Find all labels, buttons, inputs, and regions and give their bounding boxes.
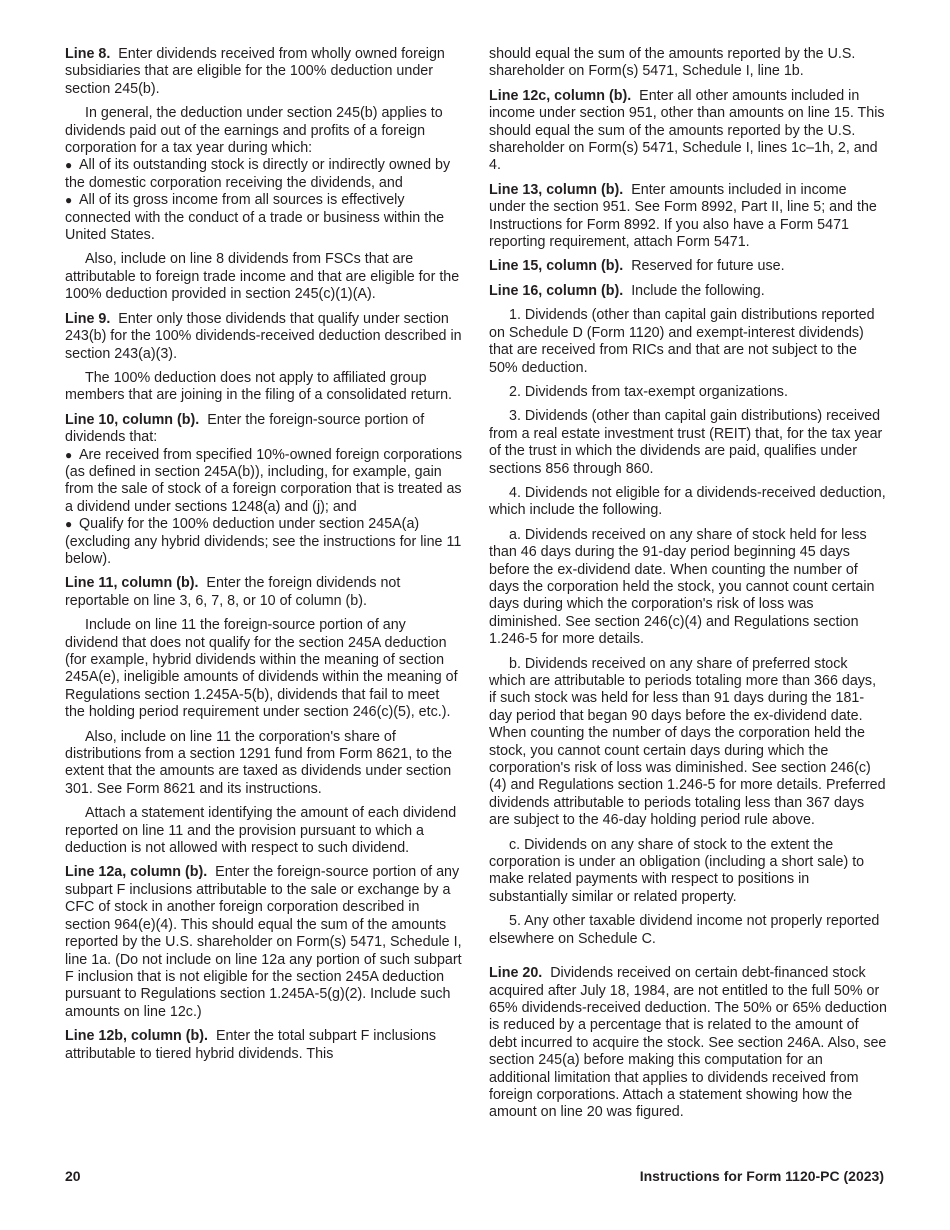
right-column <box>489 46 887 1129</box>
line8-bullets <box>65 157 463 244</box>
line15-heading: Line 15, column (b). <box>489 258 624 275</box>
line10-paragraph: Line 10, column (b). Enter the foreign-source portion of dividends that: <box>65 411 425 446</box>
line11-heading: Line 11, column (b). <box>65 575 199 592</box>
line8-fsc: Also, include on line 8 dividends from FSCs that are attributable to foreign trade income and that are eligible for the 100% deduction provided in section 245(c)(1)(A). <box>65 251 460 303</box>
line12c-heading: Line 12c, column (b). <box>489 87 632 104</box>
line16-item-4b: b. Dividends received on any share of preferred stock which are attributable to periods totaling more than 366 days, if such stock was held for less than 91 days during the 181-day period that began 90 days before the ex-dividend date. When counting the number of days the corporation held the stock, you cannot count certain days during which the corporation's risk of loss was diminished. See section 246(c)(4) and Regulations section 1.246-5 for more details. Preferred dividends attributable to periods totaling less than 367 days are subject to the 46-day holding period rule above. <box>489 655 886 829</box>
line16-item-4c: c. Dividends on any share of stock to the extent the corporation is under an obligation (including a short sale) to make related payments with respect to positions in substantially similar or related property. <box>489 836 865 905</box>
line8-heading: Line 8. <box>65 46 111 62</box>
line8-paragraph: Line 8. Enter dividends received from wholly owned foreign subsidiaries that are eligible for the 100% deduction under section 245(b). <box>65 46 445 97</box>
line16-item-1: 1. Dividends (other than capital gain distributions reported on Schedule D (Form 1120) and exempt-interest dividends) that are received from RICs and that are not subject to the 50% deduction. <box>489 307 875 376</box>
line16-item-3: 3. Dividends (other than capital gain distributions) received from a real estate investment trust (REIT) that, for the tax year of the trust in which the dividends are paid, qualifies under sections 856 through 860. <box>489 408 883 477</box>
line20-paragraph: Line 20. Dividends received on certain debt-financed stock acquired after July 18, 1984, are not entitled to the full 50% or 65% dividends-received deduction. The 50% or 65% deduction is reduced by a percentage that is related to the amount of debt incurred to acquire the stock. See section 246A. Also, see section 245(a) before making this computation for an additional limitation that applies to dividends received from foreign corporations. Attach a statement showing how the amount on line 20 was figured. <box>489 965 887 1121</box>
line12b-paragraph: Line 12b, column (b). Enter the total subpart F inclusions attributable to tiered hybrid dividends. This <box>65 1028 437 1062</box>
line16-item-5: 5. Any other taxable dividend income not properly reported elsewhere on Schedule C. <box>489 913 880 947</box>
line16-heading: Line 16, column (b). <box>489 282 624 299</box>
bullet-item: ● All of its gross income from all sources is effectively connected with the conduct of a trade or business within the United States. <box>65 192 445 244</box>
line9-note: The 100% deduction does not apply to affiliated group members that are joining in the filing of a consolidated return. <box>65 369 453 404</box>
line16-item-4a: a. Dividends received on any share of stock held for less than 46 days during the 91-day period beginning 45 days before the ex-dividend date. When counting the number of days the corporation held the stock, you cannot count certain days during which the corporation's risk of loss was diminished. See section 246(c)(4) and Regulations section 1.246-5 for more details. <box>489 526 875 648</box>
line9-paragraph: Line 9. Enter only those dividends that qualify under section 243(b) for the 100% dividends-received deduction described in section 243(a)(3). <box>65 310 462 362</box>
line9-heading: Line 9. <box>65 310 111 327</box>
line11-attach: Attach a statement identifying the amount of each dividend reported on line 11 and the provision pursuant to which a deduction is not allowed with respect to such dividend. <box>65 805 457 857</box>
bullet-item: ● Qualify for the 100% deduction under section 245A(a) (excluding any hybrid dividends; see the instructions for line 11 below). <box>65 516 462 567</box>
page-number: 20 <box>65 1168 81 1184</box>
line20-heading: Line 20. <box>489 965 543 982</box>
line12b-heading: Line 12b, column (b). <box>65 1028 208 1045</box>
line16-item-4: 4. Dividends not eligible for a dividends-received deduction, which include the following. <box>489 484 886 519</box>
line16-paragraph: Line 16, column (b). Include the following. <box>489 282 765 299</box>
line10-heading: Line 10, column (b). <box>65 411 200 428</box>
line8-general: In general, the deduction under section 245(b) applies to dividends paid out of the earnings and profits of a foreign corporation for a tax year during which: <box>65 105 443 157</box>
line12c-paragraph: Line 12c, column (b). Enter all other amounts included in income under section 951, other than amounts on line 15. This should equal the sum of the amounts reported by the U.S. shareholder on Form(s) 5471, Schedule I, lines 1c–1h, 2, and 4. <box>489 87 885 174</box>
bullet-icon: ● <box>65 158 73 173</box>
line12a-paragraph: Line 12a, column (b). Enter the foreign-source portion of any subpart F inclusions attributable to the sale or exchange by a CFC of stock in another foreign corporation described in section 964(e)(4). This should equal the sum of the amounts reported by the U.S. shareholder on Form(s) 5471, Schedule I, line 1a. (Do not include on line 12a any portion of such subpart F inclusion that is not eligible for the section 245A deduction pursuant to Regulations section 1.245A-5(g)(2). Include such amounts on line 12c.) <box>65 864 462 1020</box>
line11-paragraph: Line 11, column (b). Enter the foreign dividends not reportable on line 3, 6, 7, 8, or 10 of column (b). <box>65 575 401 609</box>
line13-paragraph: Line 13, column (b). Enter amounts included in income under the section 951. See Form 8992, Part II, line 5; and the Instructions for Form 8992. If you also have a Form 5471 reporting requirement, attach Form 5471. <box>489 181 877 251</box>
line15-paragraph: Line 15, column (b). Reserved for future use. <box>489 258 785 275</box>
line12a-heading: Line 12a, column (b). <box>65 864 208 881</box>
bullet-item: ● Are received from specified 10%-owned foreign corporations (as defined in section 245A(b)), including, for example, gain from the sale of stock of a foreign corporation that is treated as a dividend under sections 1248(a) and (j); and <box>65 446 463 515</box>
form-title-footer: Instructions for Form 1120-PC (2023) <box>639 1168 884 1184</box>
bullet-icon: ● <box>65 447 73 462</box>
left-column <box>65 46 463 1070</box>
line10-bullets <box>65 447 463 569</box>
bullet-item: ● All of its outstanding stock is directly or indirectly owned by the domestic corporation receiving the dividends, and <box>65 157 451 191</box>
bullet-icon: ● <box>65 517 73 532</box>
line13-heading: Line 13, column (b). <box>489 181 624 198</box>
bullet-icon: ● <box>65 193 73 208</box>
line11-also: Also, include on line 11 the corporation's share of distributions from a section 1291 fund from Form 8621, to the extent that the amounts are taxed as dividends under section 301. See Form 8621 and its instructions. <box>65 728 453 797</box>
line16-item-2: 2. Dividends from tax-exempt organizations. <box>509 383 788 400</box>
line11-include: Include on line 11 the foreign-source portion of any dividend that does not qualify for the section 245A deduction (for example, hybrid dividends within the meaning of section 245A(e), ineligible amounts of dividends within the meaning of Regulations section 1.245A-5(b), dividends that fail to meet the holding period requirement under section 246(c)(5), etc.). <box>65 617 458 721</box>
line12b-continued: should equal the sum of the amounts reported by the U.S. shareholder on Form(s) 5471, Schedule I, line 1b. <box>489 46 856 80</box>
